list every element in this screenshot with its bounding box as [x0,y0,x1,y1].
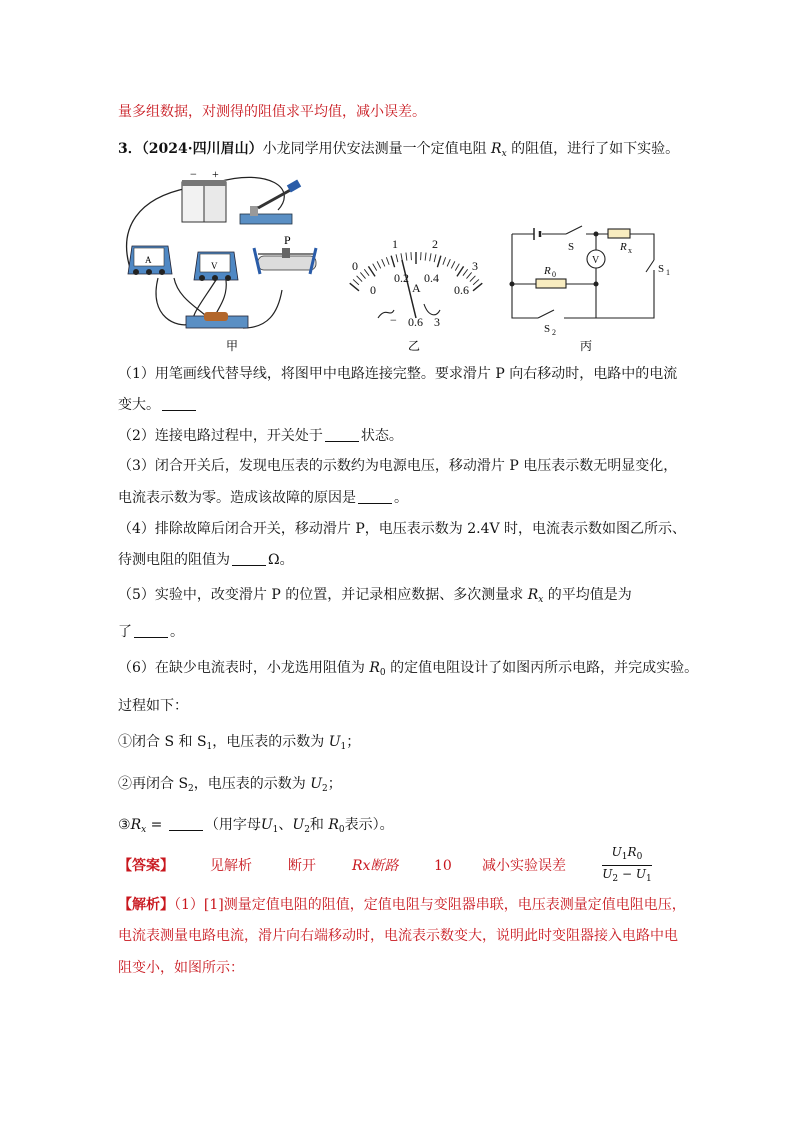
terminal-06: 0.6 [408,315,423,329]
label-s: S [568,241,575,253]
answer-fraction: $U_1R_0$ $U_2 - U_1$ [602,845,652,884]
dial-tick [434,254,436,262]
part-4b [118,550,294,570]
step-1: ①闭合 S 和 $S_1$，电压表的示数为 $U_1$； [118,734,361,752]
step-2-sub: 2 [188,784,194,794]
dial-tick [396,254,398,262]
question-number: 3． [118,141,142,157]
dial-tick [353,279,359,284]
label-s2: S [544,323,551,335]
part-3b-post: 。 [394,490,408,506]
step-2-pre: ②再闭合 S [118,776,189,792]
caption-bing: 丙 [580,339,593,352]
var-r: R [491,141,502,157]
answer-label: 【答案】 [118,858,174,874]
dial-tick [473,283,482,291]
analysis-line-1 [118,895,686,915]
part-5a [118,585,632,610]
answer-item-1: 见解析 [210,858,252,874]
dial-tick [382,259,385,266]
part-1b-text: 变大。 [118,397,160,413]
slider-label: P [284,233,291,247]
var-r-5: R [527,587,539,603]
part-5b-post: 。 [170,624,184,640]
part-6a [118,658,698,683]
part-5a-post: 的平均值是为 [547,587,632,603]
var-r-sub: x [501,149,507,159]
dial-bottom-1: 0.2 [394,271,409,285]
dial-tick [437,256,440,267]
caption-jia: 甲 [226,339,239,352]
dial-bottom-0: 0 [370,283,376,297]
dial-tick [443,257,446,265]
step-1-sub: 1 [206,742,213,752]
part-1b [118,395,198,415]
dial-tick [357,276,363,282]
terminal-minus: − [390,313,397,327]
answer-blank-6[interactable] [169,816,203,831]
part-2-post: 状态。 [360,428,403,444]
svg-text:V: V [211,261,218,271]
resistor-device-icon [186,312,248,328]
var-r0-sub: 0 [379,668,386,678]
part-5b [118,622,184,642]
figure-group [118,168,688,352]
var-r0: R [369,660,380,676]
dial-unit: A [412,281,421,295]
label-v: V [592,255,600,266]
label-rx-sub: x [628,246,632,255]
dial-tick [391,256,394,267]
battery-icon [182,168,226,222]
intro-tail: 量多组数据，对测得的阻值求平均值，减小误差。 [118,104,426,120]
question-stem [118,139,679,164]
step-2: ②再闭合 $S_2$，电压表的示数为 $U_2$； [118,776,342,794]
part-5a-pre: （5）实验中，改变滑片 P 的位置，并记录相应数据、多次测量求 [118,587,524,603]
label-s1-sub: 1 [666,268,670,277]
stem-text-post: 的阻值，进行了如下实验。 [511,141,680,157]
part-6b: 过程如下： [118,698,188,714]
step-1-pre: ①闭合 S 和 S [118,734,207,750]
circuit-diagram [510,226,654,318]
terminal-3: 3 [434,315,440,329]
answer-item-3: Rx断路 [352,858,399,874]
analysis-l1: （1）[1]测量定值电阻的阻值，定值电阻与变阻器串联，电压表测量定值电阻电压， [174,897,686,913]
dial-bottom-3: 0.6 [454,283,469,297]
dial-tick [425,253,426,261]
part-4a: （4）排除故障后闭合开关，移动滑片 P，电压表示数为 2.4V 时，电流表示数如图乙所示、 [118,521,687,537]
dial-tick [350,283,359,291]
dial-tick [373,264,377,271]
step-3: $③R_x$ = （用字母$U_1$、$U_2$和 $R_0$表示）。 [118,817,394,835]
figure-svg [118,168,688,352]
part-4b-pre: 待测电阻的阻值为 [118,552,230,568]
analysis-label: 【解析】 [118,897,174,913]
dial-tick [430,253,431,261]
dial-tick [451,261,455,268]
answer-item-4: 10 [434,858,452,874]
question-source: （2024·四川眉山） [141,141,263,157]
step-1-post: ，电压表的示数为 [212,734,325,750]
dial-top-1: 1 [392,237,398,251]
dial-tick [368,266,375,276]
answer-blank-1[interactable] [162,396,196,411]
dial-tick [386,257,389,265]
dial-top-2: 2 [432,237,438,251]
part-3b [118,488,408,508]
dial-top-3: 3 [472,259,478,273]
answer-blank-3[interactable] [358,489,392,504]
step-3-tail: 表示）。 [344,817,394,833]
step-3-eq: = [146,817,167,833]
part-1a: （1）用笔画线代替导线，将图甲中电路连接完整。要求滑片 P 向右移动时，电路中的电流 [118,366,678,382]
step-3-var-sub: x [141,825,147,835]
dial-tick [457,266,464,276]
step-3-var: R [130,817,142,833]
dial-tick [377,261,381,268]
step-2-post: ，电压表的示数为 [193,776,306,792]
dial-tick [470,276,476,282]
dial-tick [455,264,459,271]
answer-blank-2[interactable] [325,427,359,442]
analysis-line-3: 阻变小，如图所示： [118,960,244,976]
label-rx: R [620,241,627,253]
part-4b-post: Ω。 [268,552,294,568]
stem-text: 小龙同学用伏安法测量一个定值电阻 [262,141,487,157]
label-s1: S [658,263,665,275]
dial-tick [473,279,479,284]
step-3-post: （用字母 [204,817,261,833]
svg-text:−: − [190,168,197,181]
part-6a-pre: （6）在缺少电流表时，小龙选用阻值为 [118,660,365,676]
analysis-line-2: 电流表测量电路电流，滑片向右端移动时，电流表示数变大，说明此时变阻器接入电路中电 [118,928,678,944]
step-3-pre: ③ [118,817,131,833]
switch-icon [240,180,301,224]
part-2-pre: （2）连接电路过程中，开关处于 [118,428,323,444]
dial-bottom-2: 0.4 [424,271,439,285]
answer-row [118,845,678,890]
svg-text:+: + [212,168,219,181]
dial-top-0: 0 [352,259,358,273]
dial-tick [466,272,471,278]
dial-tick [364,269,369,275]
part-5b-pre: 了 [118,624,132,640]
label-r0-sub: 0 [552,270,556,279]
part-3a: （3）闭合开关后，发现电压表的示数约为电源电压，移动滑片 P 电压表示数无明显变化， [118,458,678,474]
answer-item-5: 减小实验误差 [482,858,566,874]
dial-tick [447,259,450,266]
part-3b-pre: 电流表示数为零。造成该故障的原因是 [118,490,356,506]
dial-tick [463,269,468,275]
answer-item-2: 断开 [288,858,316,874]
part-6a-post: 的定值电阻设计了如图丙所示电路，并完成实验。 [390,660,699,676]
label-r0: R [544,265,551,277]
rheostat-icon [254,233,316,274]
answer-blank-5[interactable] [134,623,168,638]
part-2 [118,426,403,446]
caption-yi: 乙 [408,339,421,352]
ammeter-device-icon [128,246,172,275]
var-r-5-sub: x [538,595,544,605]
svg-text:A: A [145,255,152,265]
answer-blank-4[interactable] [232,551,266,566]
voltmeter-device-icon [194,252,238,281]
dial-tick [406,253,407,261]
label-s2-sub: 2 [552,328,556,337]
dial-tick [360,272,365,278]
